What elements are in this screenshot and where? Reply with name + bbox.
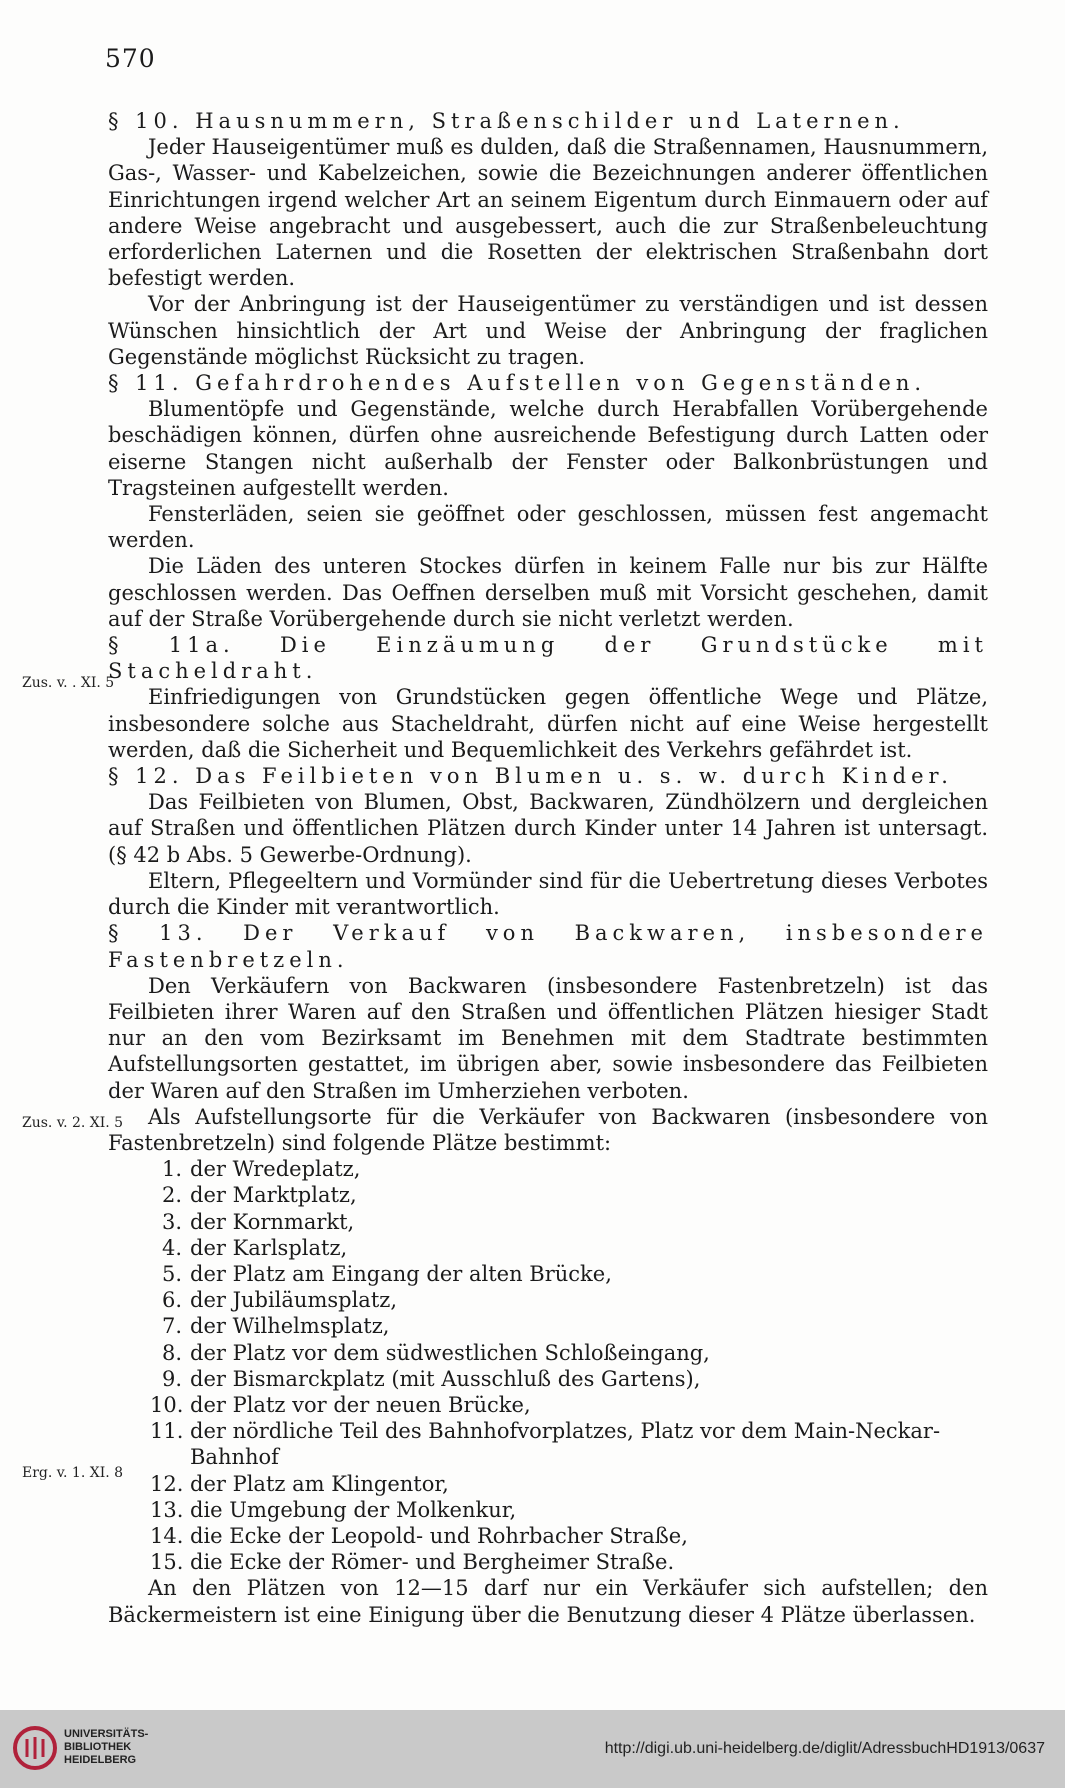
section-12-title: § 12. Das Feilbieten von Blumen u. s. w. durch Kinder.: [108, 764, 953, 789]
margin-note-13-zus: Zus. v. 2. XI. 5: [22, 1115, 124, 1131]
document-body: [108, 108, 988, 1628]
source-url[interactable]: http://digi.ub.uni-heidelberg.de/diglit/AdressbuchHD1913/0637: [604, 1740, 1045, 1757]
section-11-paragraph-1: Blumentöpfe und Gegenstände, welche durch Herabfallen Vorübergehende beschädigen können, dürfen ohne ausreichende Befestigung durch Latten oder eiserne Stangen nicht außerhalb der Fenster oder Balkonbrüstungen und Tragsteinen aufgestellt werden.: [108, 397, 988, 500]
section-13-paragraph-3: An den Plätzen von 12—15 darf nur ein Verkäufer sich aufstellen; den Bäckermeistern ist eine Einigung über die Benutzung dieser 4 Plätze überlassen.: [108, 1576, 988, 1627]
section-10-paragraph-1: Jeder Hauseigentümer muß es dulden, daß die Straßennamen, Hausnummern, Gas-, Wasser- und Kabelzeichen, sowie die Bezeichnungen anderer öffentlichen Einrichtungen irgend welcher Art an seinem Eigentum durch Einmauern oder auf andere Weise angebracht und ausgebessert, auch die zur Straßenbeleuchtung erforderlichen Laternen und die Rosetten der elektrischen Straßenbahn dort befestigt werden.: [108, 135, 988, 291]
list-item: 7. der Wilhelmsplatz,: [161, 1314, 390, 1339]
section-13-title: § 13. Der Verkauf von Backwaren, insbesondere Fastenbretzeln.: [108, 921, 988, 972]
section-11-paragraph-2: Fensterläden, seien sie geöffnet oder geschlossen, müssen fest angemacht werden.: [108, 502, 988, 553]
list-item: 3. der Kornmarkt,: [161, 1209, 355, 1234]
section-11a-title: § 11a. Die Einzäumung der Grundstücke mit Stacheldraht.: [108, 633, 988, 684]
page-number: 570: [105, 44, 156, 73]
list-item: 13. die Umgebung der Molkenkur,: [150, 1497, 517, 1522]
list-item: 12. der Platz am Klingentor,: [150, 1471, 449, 1496]
list-item: 10. der Platz vor der neuen Brücke,: [150, 1392, 531, 1417]
section-10-title: § 10. Hausnummern, Straßenschilder und Laternen.: [108, 109, 905, 133]
margin-note-11a: Zus. v. . XI. 5: [22, 675, 115, 691]
list-item: 15. die Ecke der Römer- und Bergheimer Straße.: [150, 1550, 675, 1575]
section-13-paragraph-2: Als Aufstellungsorte für die Verkäufer von Backwaren (insbesondere von Fastenbretzeln) sind folgende Plätze bestimmt:: [108, 1104, 988, 1155]
section-12-paragraph-1: Das Feilbieten von Blumen, Obst, Backwaren, Zündhölzern und dergleichen auf Straßen und öffentlichen Plätzen durch Kinder unter 14 Jahren ist untersagt. (§ 42 b Abs. 5 Gewerbe-Ordnung).: [108, 790, 988, 867]
university-seal-icon: [12, 1725, 58, 1771]
list-item: 4. der Karlsplatz,: [161, 1235, 348, 1260]
section-10-paragraph-2: Vor der Anbringung ist der Hauseigentümer zu verständigen und ist dessen Wünschen hinsichtlich der Art und Weise der Anbringung der fraglichen Gegenstände möglichst Rücksicht zu tragen.: [108, 292, 988, 369]
section-13-paragraph-1: Den Verkäufern von Backwaren (insbesondere Fastenbretzeln) ist das Feilbieten ihrer Waren auf den Straßen und öffentlichen Plätzen hiesiger Stadt nur an den vom Bezirksamt im Benehmen mit dem Stadtrate bestimmten Aufstellungsorten gestattet, im übrigen aber, sowie insbesondere das Feilbieten der Waren auf den Straßen im Umherziehen verboten.: [108, 973, 988, 1103]
footer-bar: [0, 1710, 1065, 1788]
list-item: 1. der Wredeplatz,: [161, 1157, 361, 1182]
list-item: 6. der Jubiläumsplatz,: [161, 1288, 397, 1313]
library-name: UNIVERSITÄTS- BIBLIOTHEK HEIDELBERG: [64, 1728, 149, 1766]
section-11-title: § 11. Gefahrdrohendes Aufstellen von Gegenständen.: [108, 371, 927, 396]
section-12-paragraph-2: Eltern, Pflegeeltern und Vormünder sind für die Uebertretung dieses Verbotes durch die Kinder mit verantwortlich.: [108, 868, 988, 920]
places-list: [108, 1156, 988, 1575]
list-item: 11. der nördliche Teil des Bahnhofvorplatzes, Platz vor dem Main-Neckar-Bahnhof: [150, 1419, 941, 1470]
list-item: 2. der Marktplatz,: [161, 1183, 357, 1208]
list-item: 9. der Bismarckplatz (mit Ausschluß des Gartens),: [161, 1366, 701, 1391]
list-item: 14. die Ecke der Leopold- und Rohrbacher Straße,: [150, 1523, 688, 1548]
section-11a-paragraph-1: Einfriedigungen von Grundstücken gegen öffentliche Wege und Plätze, insbesondere solche aus Stacheldraht, dürfen nicht auf eine Weise hergestellt werden, daß die Sicherheit und Bequemlichkeit des Verkehrs gefährdet ist.: [108, 685, 988, 762]
list-item: 8. der Platz vor dem südwestlichen Schloßeingang,: [161, 1340, 710, 1365]
margin-note-13-erg: Erg. v. 1. XI. 8: [22, 1465, 124, 1481]
list-item: 5. der Platz am Eingang der alten Brücke,: [161, 1261, 612, 1286]
section-11-paragraph-3: Die Läden des unteren Stockes dürfen in keinem Falle nur bis zur Hälfte geschlossen werden. Das Oeffnen derselben muß mit Vorsicht geschehen, damit auf der Straße Vorübergehende durch sie nicht verletzt werden.: [108, 554, 988, 631]
